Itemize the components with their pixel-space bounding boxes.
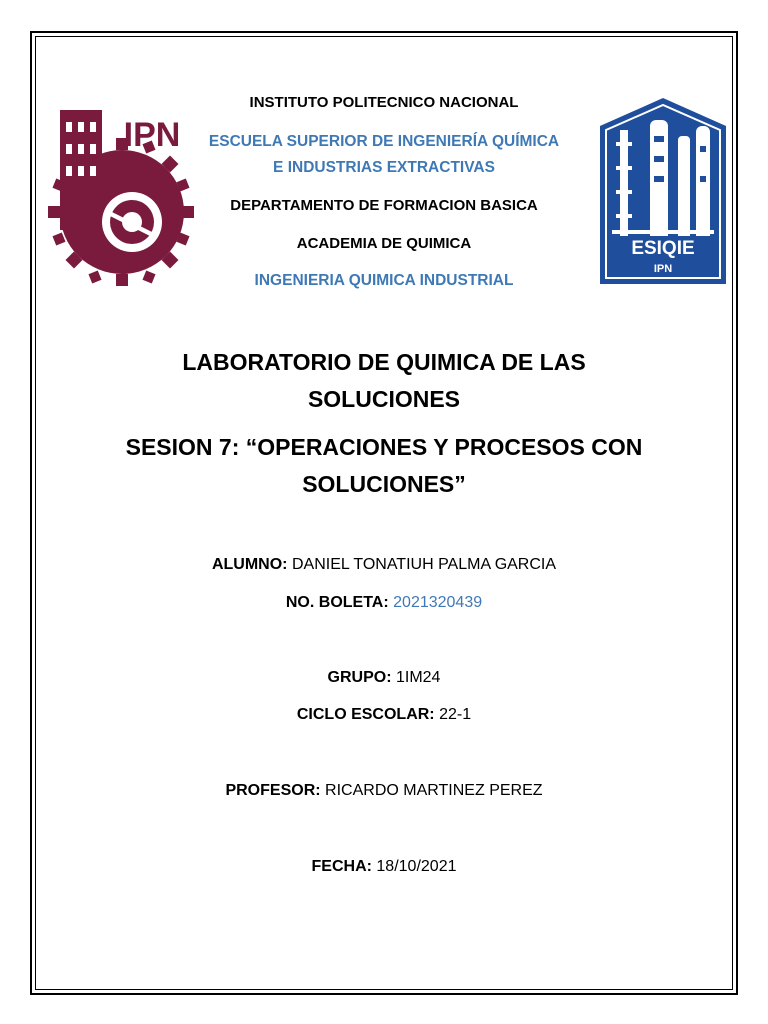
- school-cycle-value: 22-1: [439, 706, 472, 723]
- school-name-line2: E INDUSTRIAS EXTRACTIVAS: [273, 159, 495, 176]
- ipn-logo: [48, 100, 194, 286]
- lab-title-line2: SOLUCIONES: [307, 386, 461, 412]
- date-value: 18/10/2021: [376, 858, 457, 875]
- school-cycle-label: CICLO ESCOLAR:: [296, 706, 435, 723]
- group-label: GRUPO:: [327, 669, 392, 686]
- school-cycle-line: [0, 706, 768, 724]
- institute-name: INSTITUTO POLITECNICO NACIONAL: [249, 94, 519, 111]
- department-name: DEPARTAMENTO DE FORMACION BASICA: [230, 197, 538, 214]
- boleta-line: [0, 594, 768, 612]
- svg-text:ESIQIE: ESIQIE: [631, 238, 695, 259]
- date-line: [0, 858, 768, 876]
- session-title-line1: SESION 7: “OPERACIONES Y PROCESOS CON: [125, 434, 643, 460]
- professor-line: [0, 782, 768, 800]
- session-title-line2: SOLUCIONES”: [302, 471, 466, 497]
- esiqie-logo: [598, 96, 728, 286]
- professor-label: PROFESOR:: [225, 782, 321, 799]
- svg-text:IPN: IPN: [123, 116, 181, 154]
- lab-title-line1: LABORATORIO DE QUIMICA DE LAS: [182, 349, 586, 375]
- career-name: INGENIERIA QUIMICA INDUSTRIAL: [254, 272, 514, 289]
- group-line: [0, 669, 768, 687]
- academy-name: ACADEMIA DE QUIMICA: [296, 235, 472, 252]
- student-name: DANIEL TONATIUH PALMA GARCIA: [291, 556, 557, 573]
- boleta-number: 2021320439: [393, 594, 483, 611]
- boleta-label: NO. BOLETA:: [285, 594, 389, 611]
- group-value: 1IM24: [395, 669, 441, 686]
- student-label: ALUMNO:: [211, 556, 288, 573]
- svg-text:IPN: IPN: [653, 263, 673, 275]
- school-name-line1: ESCUELA SUPERIOR DE INGENIERÍA QUÍMICA: [208, 133, 560, 150]
- student-line: [0, 556, 768, 574]
- date-label: FECHA:: [311, 858, 372, 875]
- professor-name: RICARDO MARTINEZ PEREZ: [325, 782, 543, 799]
